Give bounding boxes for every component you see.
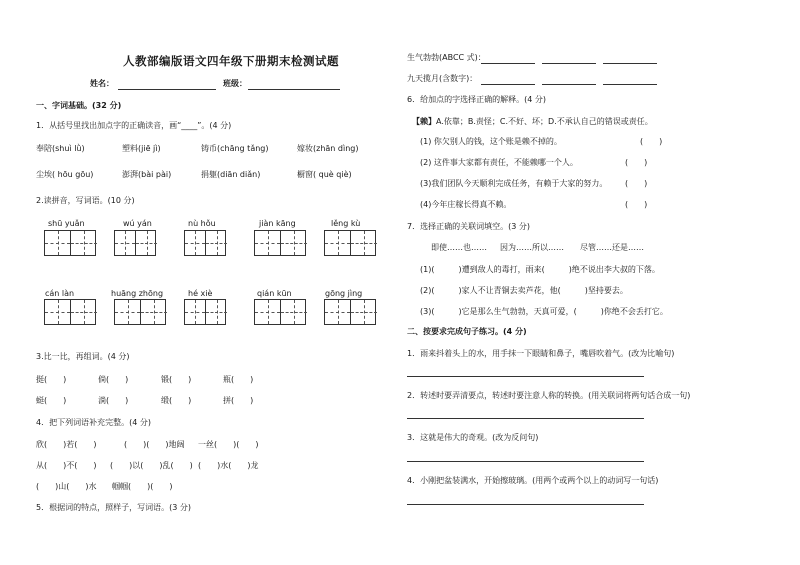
q5-prompt: 5．根据词的特点，照样子，写词语。(3 分) xyxy=(36,503,191,512)
q7-option: 即使……也…… xyxy=(431,243,487,252)
sentence-task: 2．转述时要弄清要点，转述时要注意人称的转换。(用关联词将两句话合成一句) xyxy=(407,391,691,400)
q1-item: 澎湃(bài pài) xyxy=(122,170,172,179)
q1-item: 捐躯(diān diǎn) xyxy=(201,170,261,179)
q6-answer-paren[interactable]: ( ) xyxy=(625,179,648,188)
sentence-task: 3．这就是伟大的奇观。(改为反问句) xyxy=(407,433,539,442)
page-title: 人教部编版语文四年级下册期末检测试题 xyxy=(123,54,339,68)
pinyin-label: wú yán xyxy=(123,219,152,228)
writing-grid[interactable] xyxy=(184,230,226,256)
q7-item[interactable]: (2)( )家人不让青铜去卖芦花，他( )坚持要去。 xyxy=(420,286,628,295)
q6-answer-paren[interactable]: ( ) xyxy=(625,158,648,167)
q4-item[interactable]: ( )( )地阔 xyxy=(124,440,185,449)
q7-option: 尽管……还是…… xyxy=(580,243,644,252)
answer-line[interactable] xyxy=(481,84,535,85)
q7-option: 因为……所以…… xyxy=(500,243,564,252)
q3-item[interactable]: 倘( ) xyxy=(98,375,129,384)
pinyin-label: shū yuǎn xyxy=(48,219,85,228)
q4-item[interactable]: 从( )不( ) xyxy=(36,461,97,470)
pinyin-label: gōng jìng xyxy=(325,289,363,298)
answer-line[interactable] xyxy=(603,63,657,64)
writing-grid[interactable] xyxy=(254,230,306,256)
q3-prompt: 3.比一比，再组词。(4 分) xyxy=(36,352,130,361)
q6-item: (4)今年庄稼长得真不赖。 xyxy=(420,200,512,209)
section-1-heading: 一、字词基础。(32 分) xyxy=(36,101,122,110)
pinyin-label: huāng zhōng xyxy=(111,289,164,298)
q2-prompt: 2.读拼音，写词语。(10 分) xyxy=(36,196,135,205)
q1-item: 铸币(chāng tǎng) xyxy=(201,144,269,153)
q4-item[interactable]: ( )山( )水 xyxy=(36,482,97,491)
q7-item[interactable]: (3)( )它是那么生气勃勃，天真可爱，( )你绝不会丢打它。 xyxy=(420,307,668,316)
pinyin-label: lěng kù xyxy=(331,219,361,228)
writing-grid[interactable] xyxy=(114,230,156,256)
pinyin-label: cán làn xyxy=(45,289,75,298)
q1-item: 嫁妆(zhān dìng) xyxy=(297,144,359,153)
q6-item: (3)我们团队今天顺利完成任务，有赖于大家的努力。 xyxy=(420,179,608,188)
q4-item[interactable]: 帼帼( )( ) xyxy=(112,482,173,491)
q6-answer-paren[interactable]: ( ) xyxy=(640,137,663,146)
q6-prompt: 6．给加点的字选择正确的解释。(4 分) xyxy=(407,95,546,104)
q4-item[interactable]: ( )以( )乱( ) xyxy=(110,461,193,470)
writing-grid[interactable] xyxy=(254,299,306,325)
q1-item: 奉陪(shuì lǜ) xyxy=(36,144,85,153)
q6-definition: 【赖】A.依靠；B.责怪；C.不好、坏；D.不承认自己的错误或责任。 xyxy=(412,117,653,126)
pinyin-label: jiàn kāng xyxy=(259,219,296,228)
answer-line[interactable] xyxy=(603,84,657,85)
answer-line[interactable] xyxy=(407,376,644,377)
q7-item[interactable]: (1)( )遭到敌人的毒打，雨来( )绝不说出李大叔的下落。 xyxy=(420,265,660,274)
q1-prompt: 1．从括号里找出加点字的正确读音，画“____”。(4 分) xyxy=(36,121,232,130)
q6-item: (2) 这件事大家都有责任，不能赖哪一个人。 xyxy=(420,158,578,167)
pinyin-label: qián kūn xyxy=(257,289,292,298)
answer-line[interactable] xyxy=(407,461,644,462)
class-label: 班级： xyxy=(223,79,247,88)
r2-prompt: 九天揽月(含数字)： xyxy=(407,74,478,83)
writing-grid[interactable] xyxy=(324,230,376,256)
q7-prompt: 7．选择正确的关联词填空。(3 分) xyxy=(407,222,530,231)
answer-line[interactable] xyxy=(407,504,644,505)
sentence-task: 4．小刚把盆装满水，开始擦玻璃。(用两个或两个以上的动词写一句话) xyxy=(407,476,659,485)
q1-item: 塑料(jiē jì) xyxy=(122,144,161,153)
q6-item: (1) 你欠别人的钱，这个账是赖不掉的。 xyxy=(420,137,562,146)
q6-answer-paren[interactable]: ( ) xyxy=(625,200,648,209)
q3-item[interactable]: 缎( ) xyxy=(161,396,192,405)
answer-line[interactable] xyxy=(407,418,644,419)
answer-line[interactable] xyxy=(542,63,596,64)
writing-grid[interactable] xyxy=(44,230,96,256)
q4-item[interactable]: ( )水( )龙 xyxy=(198,461,259,470)
writing-grid[interactable] xyxy=(44,299,96,325)
answer-line[interactable] xyxy=(542,84,596,85)
r1-prompt: 生气勃勃(ABCC 式)： xyxy=(407,53,486,62)
q3-item[interactable]: 瓶( ) xyxy=(223,375,254,384)
q3-item[interactable]: 锻( ) xyxy=(161,375,192,384)
q3-item[interactable]: 淌( ) xyxy=(98,396,129,405)
section-2-heading: 二、按要求完成句子练习。(4 分) xyxy=(407,327,527,336)
answer-line[interactable] xyxy=(481,63,535,64)
q3-item[interactable]: 蜓( ) xyxy=(36,396,67,405)
pinyin-label: nù hǒu xyxy=(188,219,216,228)
class-field[interactable] xyxy=(248,89,340,90)
q1-item: 尘埃( hōu gōu) xyxy=(36,170,94,179)
q3-item[interactable]: 拼( ) xyxy=(223,396,254,405)
writing-grid[interactable] xyxy=(184,299,226,325)
writing-grid[interactable] xyxy=(114,299,166,325)
q1-item: 橱窗( què qiè) xyxy=(297,170,352,179)
name-field[interactable] xyxy=(118,89,216,90)
writing-grid[interactable] xyxy=(324,299,376,325)
pinyin-label: hé xiè xyxy=(188,289,213,298)
q4-prompt: 4．把下列词语补充完整。(4 分) xyxy=(36,418,151,427)
sentence-task: 1．雨来抖着头上的水，用手抹一下眼睛和鼻子，嘴唇吹着气。(改为比喻句) xyxy=(407,349,675,358)
q3-item[interactable]: 挺( ) xyxy=(36,375,67,384)
q4-item[interactable]: 一丝( )( ) xyxy=(198,440,259,449)
name-label: 姓名： xyxy=(90,79,114,88)
q4-item[interactable]: 欣( )若( ) xyxy=(36,440,97,449)
